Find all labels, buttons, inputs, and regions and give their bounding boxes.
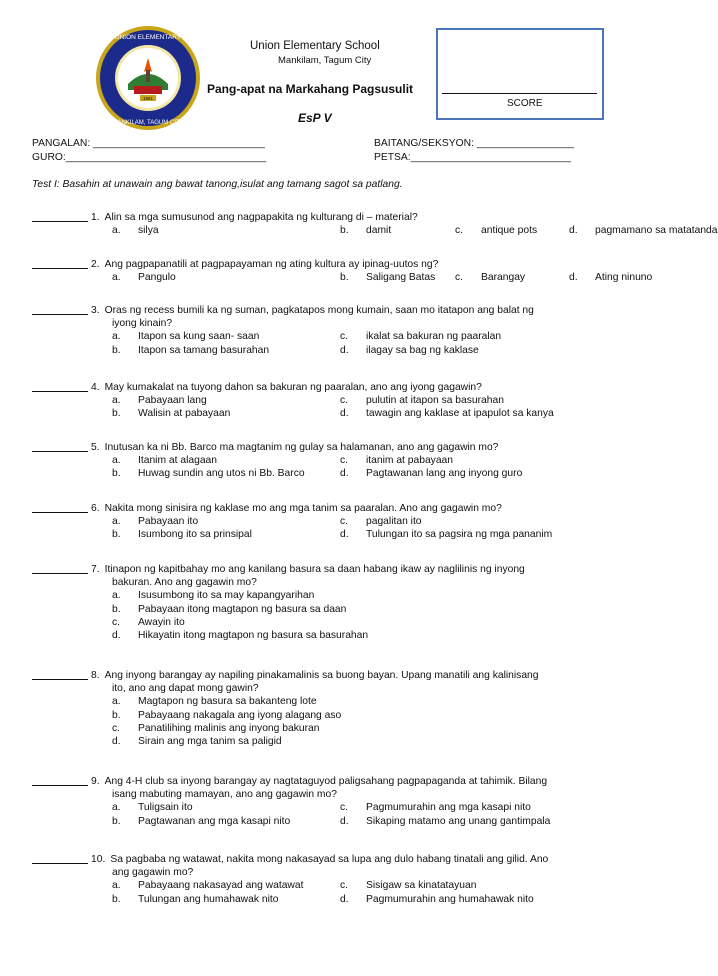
option-letter: a. [112, 272, 121, 284]
answer-blank[interactable] [32, 563, 88, 574]
option-letter: a. [112, 225, 121, 237]
option-text: Itapon sa kung saan- saan [138, 331, 260, 343]
option-a [112, 330, 340, 343]
option-c [340, 330, 640, 343]
question-text: Ang 4-H club sa inyong barangay ay nagtataguyod paligsahang pagpapaganda at tahimik. Bilang [104, 776, 548, 787]
option-c [112, 722, 612, 735]
option-d [340, 407, 640, 420]
option-a [112, 879, 340, 892]
question-3 [32, 304, 612, 357]
option-text: Tulungan ito sa pagsira ng mga pananim [366, 529, 553, 541]
option-c [340, 879, 640, 892]
option-text: Pagmumurahin ang humahawak nito [366, 893, 534, 905]
option-text: pulutin at itapon sa basurahan [366, 395, 504, 407]
question-text: Ang pagpapanatili at pagpapayaman ng ating kultura ay ipinag-uutos ng? [104, 259, 439, 270]
question-text: Ang inyong barangay ay napiling pinakamalinis sa buong bayan. Upang manatili ang kalinisang [104, 670, 539, 681]
option-letter: b. [112, 408, 121, 420]
options [32, 801, 612, 827]
svg-text:1961: 1961 [142, 96, 154, 101]
option-letter: c. [340, 880, 349, 892]
option-text: Barangay [481, 272, 526, 284]
question-number: 9. [91, 776, 100, 787]
option-text: Pabayaan lang [138, 395, 207, 407]
option-c [340, 454, 640, 467]
option-text: ikalat sa bakuran ng paaralan [366, 331, 502, 343]
option-text: Pabayaang nakasayad ang watawat [138, 880, 304, 892]
answer-blank[interactable] [32, 258, 88, 269]
option-letter: d. [340, 529, 349, 541]
option-letter: a. [112, 331, 121, 343]
option-text: Pabayaan ito [138, 516, 199, 528]
answer-blank[interactable] [32, 853, 88, 864]
option-letter: c. [112, 722, 121, 734]
option-letter: b. [340, 225, 349, 237]
option-letter: b. [340, 272, 349, 284]
options [32, 224, 718, 237]
option-letter: b. [112, 815, 121, 827]
question-text-cont: ang gagawin mo? [112, 867, 194, 879]
option-text: Sirain ang mga tanim sa paligid [138, 736, 282, 748]
option-letter: a. [112, 455, 121, 467]
option-c [455, 271, 569, 284]
option-b [112, 344, 340, 357]
option-letter: a. [112, 395, 121, 407]
options [32, 271, 653, 284]
option-letter: d. [569, 272, 578, 284]
option-letter: d. [340, 815, 349, 827]
option-text: Awayin ito [138, 616, 185, 628]
option-text: Panatilihing malinis ang inyong bakuran [138, 722, 320, 734]
option-text: Pabayaang nakagala ang iyong alagang aso [138, 709, 342, 721]
question-1 [32, 211, 718, 237]
option-text: silya [138, 225, 159, 237]
options [32, 695, 612, 748]
option-letter: d. [569, 225, 578, 237]
option-letter: a. [112, 516, 121, 528]
options [32, 454, 612, 480]
option-text: Tuligsain ito [138, 802, 193, 814]
question-text: Inutusan ka ni Bb. Barco ma magtanim ng gulay sa halamanan, ano ang gagawin mo? [104, 442, 499, 453]
option-d [340, 344, 640, 357]
option-letter: d. [112, 736, 121, 748]
question-text: Itinapon ng kapitbahay mo ang kanilang basura sa daan habang ikaw ay naglilinis ng inyong [104, 564, 525, 575]
question-7 [32, 563, 612, 642]
option-text: Isusumbong ito sa may kapangyarihan [138, 590, 315, 602]
option-c [340, 394, 640, 407]
option-b [112, 603, 612, 616]
question-number: 4. [91, 382, 100, 393]
question-2 [32, 258, 653, 284]
option-letter: b. [112, 529, 121, 541]
question-9 [32, 775, 612, 828]
option-text: Saligang Batas [366, 272, 436, 284]
option-text: Walisin at pabayaan [138, 408, 231, 420]
question-number: 1. [91, 212, 100, 223]
options [32, 879, 612, 905]
option-text: pagalitan ito [366, 516, 422, 528]
question-number: 2. [91, 259, 100, 270]
option-a [112, 695, 612, 708]
svg-text:MANKILAM, TAGUM CITY: MANKILAM, TAGUM CITY [112, 120, 184, 126]
option-b [112, 407, 340, 420]
option-text: Itapon sa tamang basurahan [138, 344, 270, 356]
option-text: Pabayaan itong magtapon ng basura sa daan [138, 603, 347, 615]
option-text: pagmamano sa matatanda [595, 225, 718, 237]
question-number: 8. [91, 670, 100, 681]
option-text: Hikayatin itong magtapon ng basura sa basurahan [138, 630, 369, 642]
exam-title: Pang-apat na Markahang Pagsusulit [207, 82, 414, 96]
options [32, 330, 612, 356]
question-text: Sa pagbaba ng watawat, nakita mong nakasayad sa lupa ang dulo habang tinatali ang gilid. Ano [110, 854, 549, 865]
option-b [340, 224, 455, 237]
option-letter: c. [112, 616, 121, 628]
option-text: Isumbong ito sa prinsipal [138, 529, 252, 541]
name-field[interactable]: PANGALAN: ______________________________ [32, 138, 265, 149]
question-number: 7. [91, 564, 100, 575]
option-d [569, 224, 718, 237]
option-a [112, 589, 612, 602]
option-b [112, 709, 612, 722]
option-text: Pagtawanan ang mga kasapi nito [138, 815, 291, 827]
option-b [112, 528, 340, 541]
option-letter: c. [455, 225, 464, 237]
option-d [569, 271, 689, 284]
option-letter: c. [340, 331, 349, 343]
option-text: Pagmumurahin ang mga kasapi nito [366, 802, 531, 814]
option-d [112, 629, 612, 642]
answer-blank[interactable] [32, 669, 88, 680]
question-number: 10. [91, 854, 106, 865]
grade-section-field[interactable]: BAITANG/SEKSYON: _________________ [374, 138, 575, 149]
option-c [455, 224, 569, 237]
school-logo [94, 24, 202, 132]
question-text-cont: ito, ano ang dapat mong gawin? [112, 683, 259, 695]
option-text: tawagin ang kaklase at ipapulot sa kanya [366, 408, 554, 420]
option-d [340, 893, 640, 906]
option-d [340, 467, 640, 480]
option-a [112, 454, 340, 467]
option-letter: c. [455, 272, 464, 284]
question-4 [32, 381, 612, 421]
question-text-cont: bakuran. Ano ang gagawin mo? [112, 577, 257, 589]
option-b [112, 815, 340, 828]
option-letter: d. [340, 344, 349, 356]
option-d [112, 735, 612, 748]
option-letter: b. [112, 709, 121, 721]
question-6 [32, 502, 612, 542]
option-letter: b. [112, 893, 121, 905]
options [32, 515, 612, 541]
instructions: Test I: Basahin at unawain ang bawat tanong,isulat ang tamang sagot sa patlang. [32, 179, 403, 190]
option-text: Ating ninuno [595, 272, 653, 284]
option-letter: c. [340, 802, 349, 814]
options [32, 394, 612, 420]
option-text: Huwag sundin ang utos ni Bb. Barco [138, 468, 305, 480]
svg-text:UNION ELEMENTARY: UNION ELEMENTARY [114, 34, 182, 41]
option-a [112, 394, 340, 407]
option-text: Magtapon ng basura sa bakanteng lote [138, 696, 317, 708]
option-text: Tulungan ang humahawak nito [138, 893, 279, 905]
option-text: ilagay sa bag ng kaklase [366, 344, 479, 356]
answer-blank[interactable] [32, 441, 88, 452]
option-b [112, 893, 340, 906]
option-a [112, 515, 340, 528]
option-d [340, 815, 640, 828]
option-text: Itanim at alagaan [138, 455, 217, 467]
option-letter: d. [340, 408, 349, 420]
option-letter: d. [340, 468, 349, 480]
question-number: 5. [91, 442, 100, 453]
option-text: itanim at pabayaan [366, 455, 454, 467]
question-text-cont: iyong kinain? [112, 318, 173, 330]
option-letter: a. [112, 802, 121, 814]
answer-blank[interactable] [32, 381, 88, 392]
question-text: May kumakalat na tuyong dahon sa bakuran ng paaralan, ano ang iyong gagawin? [104, 382, 482, 393]
option-c [112, 616, 612, 629]
option-letter: a. [112, 590, 121, 602]
options [32, 589, 612, 642]
question-number: 3. [91, 305, 100, 316]
option-c [340, 515, 640, 528]
answer-blank[interactable] [32, 211, 88, 222]
option-d [340, 528, 640, 541]
option-text: antique pots [481, 225, 538, 237]
option-a [112, 224, 340, 237]
question-8 [32, 669, 612, 748]
option-letter: c. [340, 516, 349, 528]
score-label: SCORE [507, 98, 543, 109]
teacher-field[interactable]: GURO:___________________________________ [32, 152, 267, 163]
option-letter: b. [112, 468, 121, 480]
option-b [340, 271, 455, 284]
school-name: Union Elementary School [250, 40, 380, 52]
date-field[interactable]: PETSA:____________________________ [374, 152, 571, 163]
question-number: 6. [91, 503, 100, 514]
option-letter: a. [112, 696, 121, 708]
option-text: Pangulo [138, 272, 176, 284]
option-letter: d. [340, 893, 349, 905]
option-a [112, 801, 340, 814]
question-5 [32, 441, 612, 481]
score-line [442, 93, 597, 94]
option-letter: d. [112, 630, 121, 642]
option-letter: b. [112, 344, 121, 356]
option-b [112, 467, 340, 480]
subject-title: EsP V [298, 111, 332, 125]
option-text: damit [366, 225, 392, 237]
school-location: Mankilam, Tagum City [278, 55, 372, 66]
option-letter: b. [112, 603, 121, 615]
option-letter: c. [340, 455, 349, 467]
question-text: Oras ng recess bumili ka ng suman, pagkatapos mong kumain, saan mo itatapon ang balat ng [104, 305, 534, 316]
question-text: Nakita mong sinisira ng kaklase mo ang mga tanim sa paaralan. Ano ang gagawin mo? [104, 503, 502, 514]
option-text: Sikaping matamo ang unang gantimpala [366, 815, 551, 827]
option-a [112, 271, 340, 284]
question-10 [32, 853, 612, 906]
answer-blank[interactable] [32, 304, 88, 315]
question-text: Alin sa mga sumusunod ang nagpapakita ng kulturang di – material? [104, 212, 418, 223]
answer-blank[interactable] [32, 775, 88, 786]
option-c [340, 801, 640, 814]
option-text: Sisigaw sa kinatatayuan [366, 880, 477, 892]
option-letter: c. [340, 395, 349, 407]
question-text-cont: isang mabuting mamayan, ano ang gagawin mo? [112, 789, 337, 801]
option-text: Pagtawanan lang ang inyong guro [366, 468, 523, 480]
option-letter: a. [112, 880, 121, 892]
answer-blank[interactable] [32, 502, 88, 513]
